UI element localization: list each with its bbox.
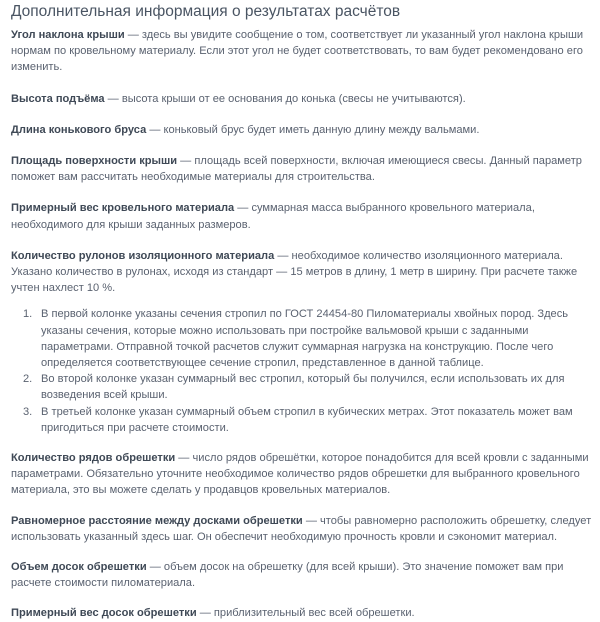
item-rise-height: Высота подъёма — высота крыши от ее основания до конька (свесы не учитываются).	[11, 92, 466, 105]
term: Количество рядов обрешетки	[11, 452, 176, 465]
term: Объем досок обрешетки	[11, 561, 147, 574]
item-roofing-weight: Примерный вес кровельного материала — суммарная масса выбранного кровельного материала, необходимого для крыши заданных размеров.	[11, 202, 535, 231]
term: Примерный вес досок обрешетки	[11, 607, 197, 620]
term: Угол наклона крыши	[11, 29, 125, 41]
list-item: 1. В первой колонке указаны сечения стропил по ГОСТ 24454-80 Пиломатериалы хвойных пород. Здесь указаны сечения, которые можно использовать при постройке вальмовой крыши с заданными параметрами. Отправной точкой расчетов служит суммарная нагрузка на конструкцию. После чего определяется соответствующее сечение стропил, представленное в данной таблице.	[23, 308, 569, 370]
term: Количество рулонов изоляционного материала	[11, 249, 275, 262]
item-roof-area: Площадь поверхности крыши — площадь всей поверхности, включая имеющиеся свесы. Данный параметр поможет вам рассчитать необходимые материалы для строительства.	[11, 155, 582, 184]
rafter-table-notes	[11, 306, 592, 436]
term: Высота подъёма	[11, 92, 105, 105]
item-roof-angle: Угол наклона крыши — здесь вы увидите сообщение о том, соответствует ли указанный угол наклона крыши нормам по кровельному материалу. Если этот угол не будет соответствовать, то вам будет рекомендовано его изменить.	[11, 29, 584, 74]
section-heading: Дополнительная информация о результатах расчётов	[11, 3, 401, 20]
term: Равномерное расстояние между досками обрешетки	[11, 514, 303, 527]
list-item: 2. Во второй колонке указан суммарный вес стропил, который бы получился, если использовать их для возведения всей крыши.	[23, 373, 565, 402]
term: Длина конькового бруса	[11, 123, 147, 136]
item-batten-rows: Количество рядов обрешетки — число рядов обрешётки, которое понадобится для всей кровли с заданными параметрами. Обязательно уточните необходимое количество рядов обрешетки для выбранного кровельного материала, это вы можете сделать у продавцов кровельных материалов.	[11, 452, 589, 497]
item-batten-spacing: Равномерное расстояние между досками обрешетки — чтобы равномерно расположить обрешетку, следует использовать указанный здесь шаг. Он обеспечит необходимую прочность кровли и сэкономит материал.	[11, 514, 592, 543]
item-ridge-length: Длина конькового бруса — коньковый брус будет иметь данную длину между вальмами.	[11, 123, 480, 136]
list-item: 3. В третьей колонке указан суммарный объем стропил в кубических метрах. Этот показатель может вам пригодиться при расчете стоимости.	[23, 405, 573, 434]
term: Примерный вес кровельного материала	[11, 202, 235, 215]
term: Площадь поверхности крыши	[11, 155, 178, 168]
item-batten-weight: Примерный вес досок обрешетки — приблизительный вес всей обрешетки.	[11, 607, 415, 620]
item-insulation-rolls: Количество рулонов изоляционного материала — необходимое количество изоляционного материала. Указано количество в рулонах, исходя из стандарт — 15 метров в длину, 1 метр в ширину. При расчете также учтен нахлест 10 %.	[11, 249, 578, 295]
item-batten-volume: Объем досок обрешетки — объем досок на обрешетку (для всей крыши). Это значение поможет вам при расчете стоимости пиломатериала.	[11, 561, 564, 590]
